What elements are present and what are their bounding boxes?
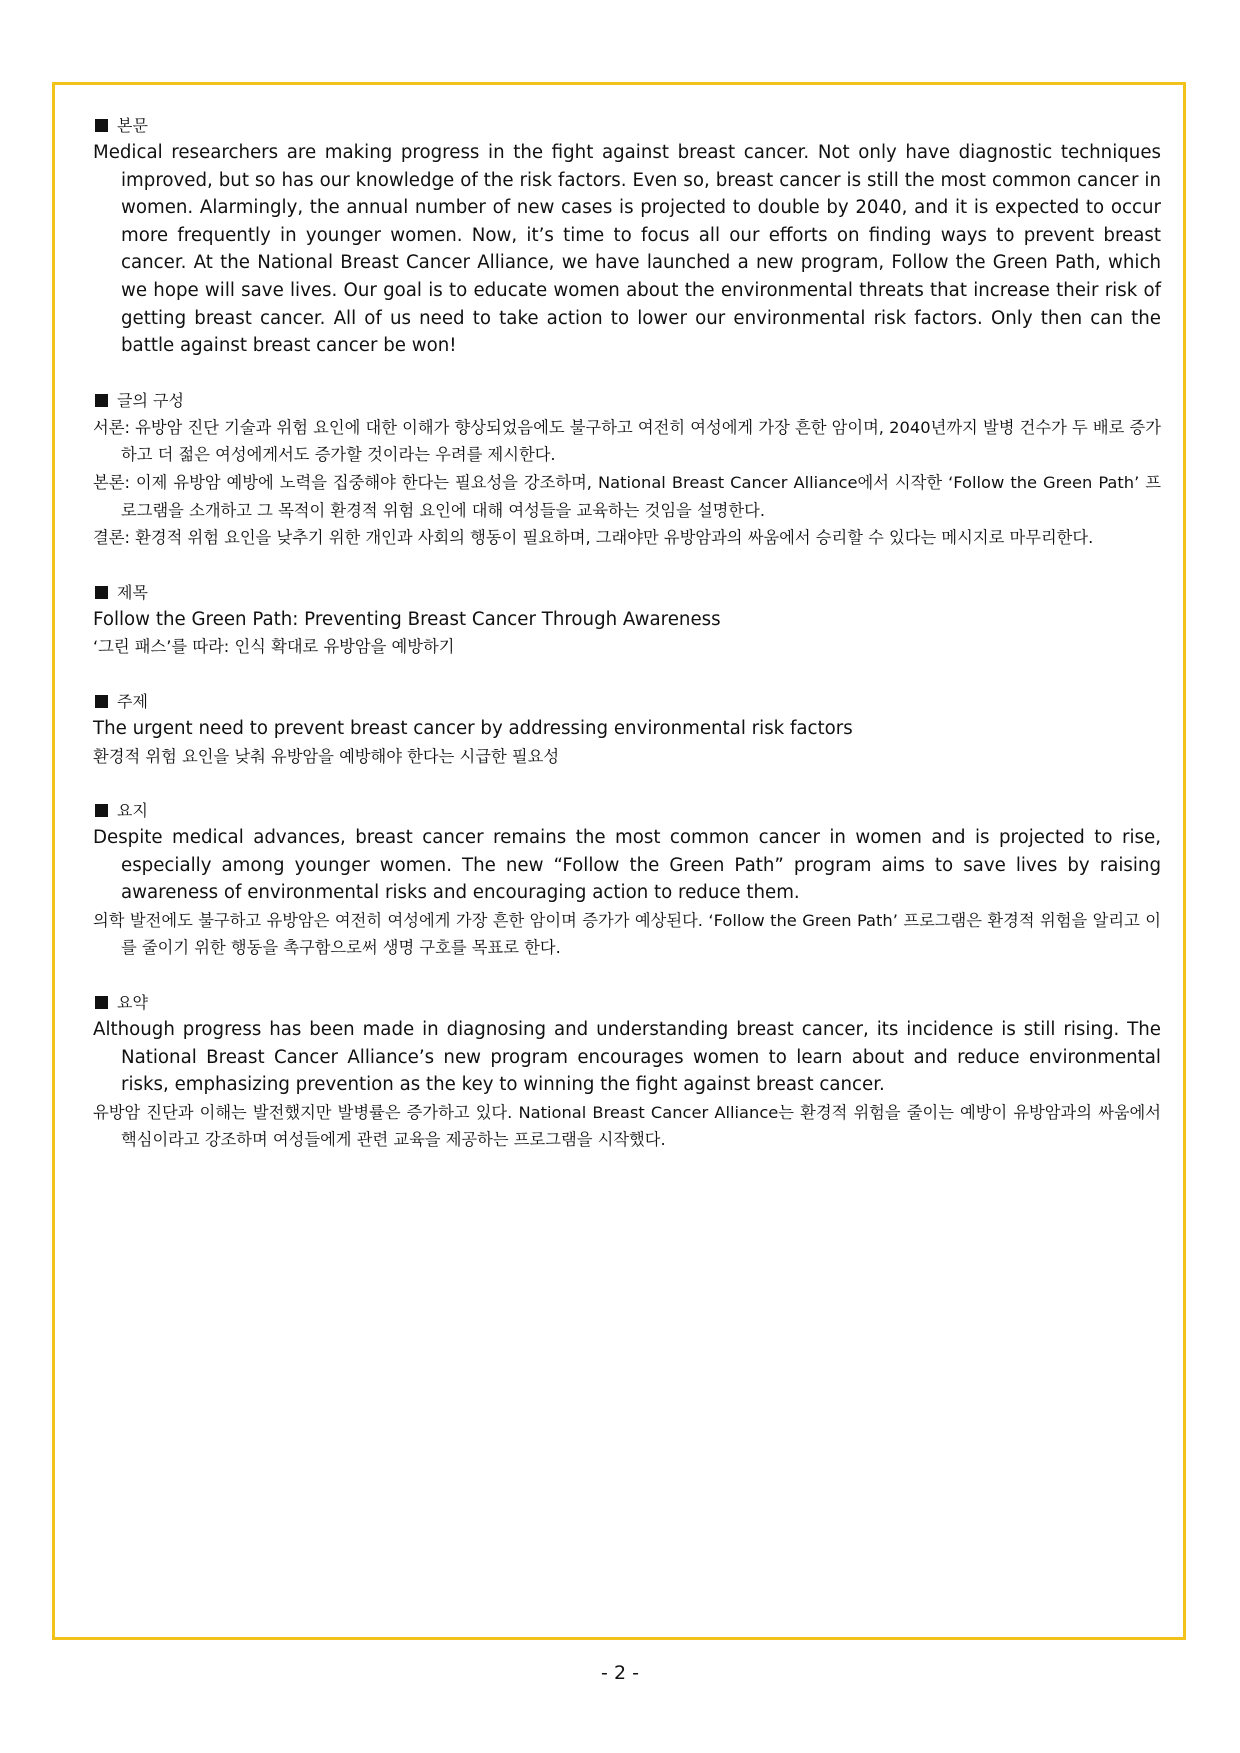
document-content xyxy=(93,112,1161,1181)
body-paragraph: Medical researchers are making progress in the fight against breast cancer. Not only have diagnostic techniques improved, but so has our knowledge of the risk factors. Even so, breast cancer is still the most common cancer in women. Alarmingly, the annual number of new cases is projected to double by 2040, and it is expected to occur more frequently in younger women. Now, it’s time to focus all our efforts on finding ways to prevent breast cancer. At the National Breast Cancer Alliance, we have launched a new program, Follow the Green Path, which we hope will save lives. Our goal is to educate women about the environmental threats that increase their risk of getting breast cancer. All of us need to take action to lower our environmental risk factors. Only then can the battle against breast cancer be won! xyxy=(93,142,1161,357)
section-heading xyxy=(93,112,1161,139)
section-theme xyxy=(93,688,1161,770)
theme-english: The urgent need to prevent breast cancer by addressing environmental risk factors xyxy=(93,717,853,739)
section-heading-label: 요약 xyxy=(117,993,148,1013)
page-number: - 2 - xyxy=(601,1662,639,1684)
structure-intro: 서론: 유방암 진단 기술과 위험 요인에 대한 이해가 향상되었음에도 불구하고 여전히 여성에게 가장 흔한 암이며, 2040년까지 발병 건수가 두 배로 증가하고 더 젊은 여성에게서도 증가할 것이라는 우려를 제시한다. xyxy=(93,417,1161,465)
section-summary xyxy=(93,989,1161,1154)
square-bullet-icon xyxy=(95,804,108,817)
section-heading xyxy=(93,688,1161,715)
square-bullet-icon xyxy=(95,119,108,132)
section-body xyxy=(93,112,1161,360)
section-heading xyxy=(93,579,1161,606)
summary-english: Although progress has been made in diagnosing and understanding breast cancer, its incidence is still rising. The National Breast Cancer Alliance’s new program encourages women to learn about and reduce environmental risks, emphasizing prevention as the key to winning the fight against breast cancer. xyxy=(93,1019,1161,1096)
gist-korean: 의학 발전에도 불구하고 유방암은 여전히 여성에게 가장 흔한 암이며 증가가 예상된다. ‘Follow the Green Path’ 프로그램은 환경적 위험을 알리고 이를 줄이기 위한 행동을 촉구함으로써 생명 구호를 목표로 한다. xyxy=(93,910,1161,958)
square-bullet-icon xyxy=(95,996,108,1009)
structure-conclusion: 결론: 환경적 위험 요인을 낮추기 위한 개인과 사회의 행동이 필요하며, 그래야만 유방암과의 싸움에서 승리할 수 있다는 메시지로 마무리한다. xyxy=(93,528,1094,548)
title-korean: ‘그린 패스’를 따라: 인식 확대로 유방암을 예방하기 xyxy=(93,637,455,657)
section-heading-label: 본문 xyxy=(117,116,148,135)
section-heading-label: 주제 xyxy=(117,691,148,711)
square-bullet-icon xyxy=(95,586,108,599)
section-heading xyxy=(93,797,1161,824)
section-heading xyxy=(93,989,1161,1016)
section-title xyxy=(93,579,1161,661)
summary-korean: 유방암 진단과 이해는 발전했지만 발병률은 증가하고 있다. National Breast Cancer Alliance는 환경적 위험을 줄이는 예방이 유방암과의 싸움에서 핵심이라고 강조하며 여성들에게 관련 교육을 제공하는 프로그램을 시작했다. xyxy=(93,1102,1161,1150)
square-bullet-icon xyxy=(95,695,108,708)
section-heading-label: 요지 xyxy=(117,801,148,821)
theme-korean: 환경적 위험 요인을 낮춰 유방암을 예방해야 한다는 시급한 필요성 xyxy=(93,746,560,766)
gist-english: Despite medical advances, breast cancer remains the most common cancer in women and is projected to rise, especially among younger women. The new “Follow the Green Path” program aims to save lives by raising awareness of environmental risks and encouraging action to reduce them. xyxy=(93,827,1161,904)
section-structure xyxy=(93,387,1161,552)
section-heading-label: 제목 xyxy=(117,582,148,602)
section-heading xyxy=(93,387,1161,414)
structure-main: 본론: 이제 유방암 예방에 노력을 집중해야 한다는 필요성을 강조하며, National Breast Cancer Alliance에서 시작한 ‘Follow the Green Path’ 프로그램을 소개하고 그 목적이 환경적 위험 요인에 대해 여성들을 교육하는 것임을 설명한다. xyxy=(93,472,1161,520)
section-gist xyxy=(93,797,1161,962)
title-english: Follow the Green Path: Preventing Breast Cancer Through Awareness xyxy=(93,608,721,630)
square-bullet-icon xyxy=(95,394,108,407)
section-heading-label: 글의 구성 xyxy=(117,390,184,410)
